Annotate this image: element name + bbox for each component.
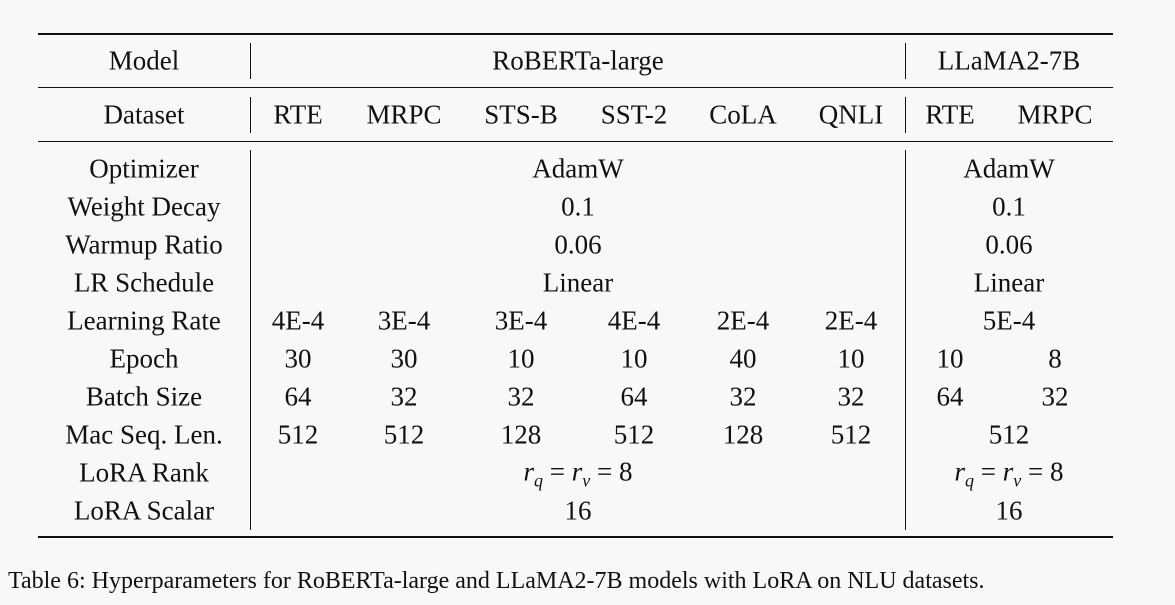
row-label-lr-schedule: LR Schedule bbox=[73, 267, 215, 298]
dataset-stsb: STS-B bbox=[484, 99, 558, 130]
bottom-rule bbox=[38, 536, 1113, 538]
learning-rate-llama: 5E-4 bbox=[982, 305, 1036, 336]
epoch-qnli: 10 bbox=[837, 343, 865, 374]
learning-rate-cola: 2E-4 bbox=[716, 305, 770, 336]
weight-decay-llama: 0.1 bbox=[992, 191, 1026, 222]
dataset-rte: RTE bbox=[273, 99, 323, 130]
max-seq-len-rte: 512 bbox=[277, 419, 319, 450]
lr-schedule-llama: Linear bbox=[973, 267, 1045, 298]
vrule-left-body bbox=[250, 150, 251, 530]
vrule-left-header bbox=[250, 43, 251, 79]
batch-size-llama-mrpc: 32 bbox=[1041, 381, 1069, 412]
vrule-right-body bbox=[905, 150, 906, 530]
learning-rate-stsb: 3E-4 bbox=[494, 305, 548, 336]
dataset-cola: CoLA bbox=[709, 99, 777, 130]
model-header: Model bbox=[108, 45, 180, 76]
learning-rate-qnli: 2E-4 bbox=[824, 305, 878, 336]
epoch-stsb: 10 bbox=[507, 343, 535, 374]
vrule-right-header bbox=[905, 43, 906, 79]
max-seq-len-mrpc: 512 bbox=[383, 419, 425, 450]
batch-size-mrpc: 32 bbox=[390, 381, 418, 412]
row-label-max-seq-len: Mac Seq. Len. bbox=[65, 419, 223, 450]
llama-header: LLaMA2-7B bbox=[937, 45, 1081, 76]
epoch-llama-rte: 10 bbox=[936, 343, 964, 374]
row-label-optimizer: Optimizer bbox=[89, 153, 199, 184]
row-label-batch-size: Batch Size bbox=[85, 381, 203, 412]
lora-scalar-roberta: 16 bbox=[564, 495, 592, 526]
dataset-qnli: QNLI bbox=[818, 99, 884, 130]
max-seq-len-stsb: 128 bbox=[500, 419, 542, 450]
row-label-lora-rank: LoRA Rank bbox=[79, 457, 209, 488]
max-seq-len-sst2: 512 bbox=[613, 419, 655, 450]
max-seq-len-llama: 512 bbox=[988, 419, 1030, 450]
header-rule bbox=[38, 87, 1113, 88]
epoch-cola: 40 bbox=[729, 343, 757, 374]
learning-rate-rte: 4E-4 bbox=[271, 305, 325, 336]
top-rule bbox=[38, 33, 1113, 35]
epoch-llama-mrpc: 8 bbox=[1048, 343, 1062, 374]
batch-size-stsb: 32 bbox=[507, 381, 535, 412]
row-label-epoch: Epoch bbox=[109, 343, 179, 374]
optimizer-roberta: AdamW bbox=[532, 153, 624, 184]
batch-size-qnli: 32 bbox=[837, 381, 865, 412]
batch-size-rte: 64 bbox=[284, 381, 312, 412]
batch-size-cola: 32 bbox=[729, 381, 757, 412]
dataset-sst2: SST-2 bbox=[600, 99, 668, 130]
dataset-mrpc: MRPC bbox=[366, 99, 442, 130]
batch-size-sst2: 64 bbox=[620, 381, 648, 412]
dataset-llama-rte: RTE bbox=[925, 99, 975, 130]
row-label-learning-rate: Learning Rate bbox=[67, 305, 221, 336]
dataset-llama-mrpc: MRPC bbox=[1017, 99, 1093, 130]
epoch-mrpc: 30 bbox=[390, 343, 418, 374]
lr-schedule-roberta: Linear bbox=[542, 267, 614, 298]
lora-scalar-llama: 16 bbox=[995, 495, 1023, 526]
learning-rate-sst2: 4E-4 bbox=[607, 305, 661, 336]
optimizer-llama: AdamW bbox=[963, 153, 1055, 184]
row-label-warmup-ratio: Warmup Ratio bbox=[65, 229, 223, 260]
roberta-header: RoBERTa-large bbox=[492, 45, 664, 76]
weight-decay-roberta: 0.1 bbox=[561, 191, 595, 222]
max-seq-len-qnli: 512 bbox=[830, 419, 872, 450]
batch-size-llama-rte: 64 bbox=[936, 381, 964, 412]
lora-rank-roberta: $r_q = r_v = 8$ bbox=[523, 456, 633, 491]
dataset-header: Dataset bbox=[103, 99, 185, 130]
lora-rank-llama: $r_q = r_v = 8$ bbox=[954, 456, 1064, 491]
max-seq-len-cola: 128 bbox=[722, 419, 764, 450]
epoch-rte: 30 bbox=[284, 343, 312, 374]
warmup-ratio-llama: 0.06 bbox=[985, 229, 1033, 260]
row-label-lora-scalar: LoRA Scalar bbox=[73, 495, 215, 526]
dataset-rule bbox=[38, 141, 1113, 142]
vrule-left-dataset bbox=[250, 97, 251, 133]
epoch-sst2: 10 bbox=[620, 343, 648, 374]
vrule-right-dataset bbox=[905, 97, 906, 133]
warmup-ratio-roberta: 0.06 bbox=[554, 229, 602, 260]
learning-rate-mrpc: 3E-4 bbox=[377, 305, 431, 336]
table-caption: Table 6: Hyperparameters for RoBERTa-large and LLaMA2-7B models with LoRA on NLU datasets. bbox=[8, 568, 985, 594]
row-label-weight-decay: Weight Decay bbox=[67, 191, 221, 222]
